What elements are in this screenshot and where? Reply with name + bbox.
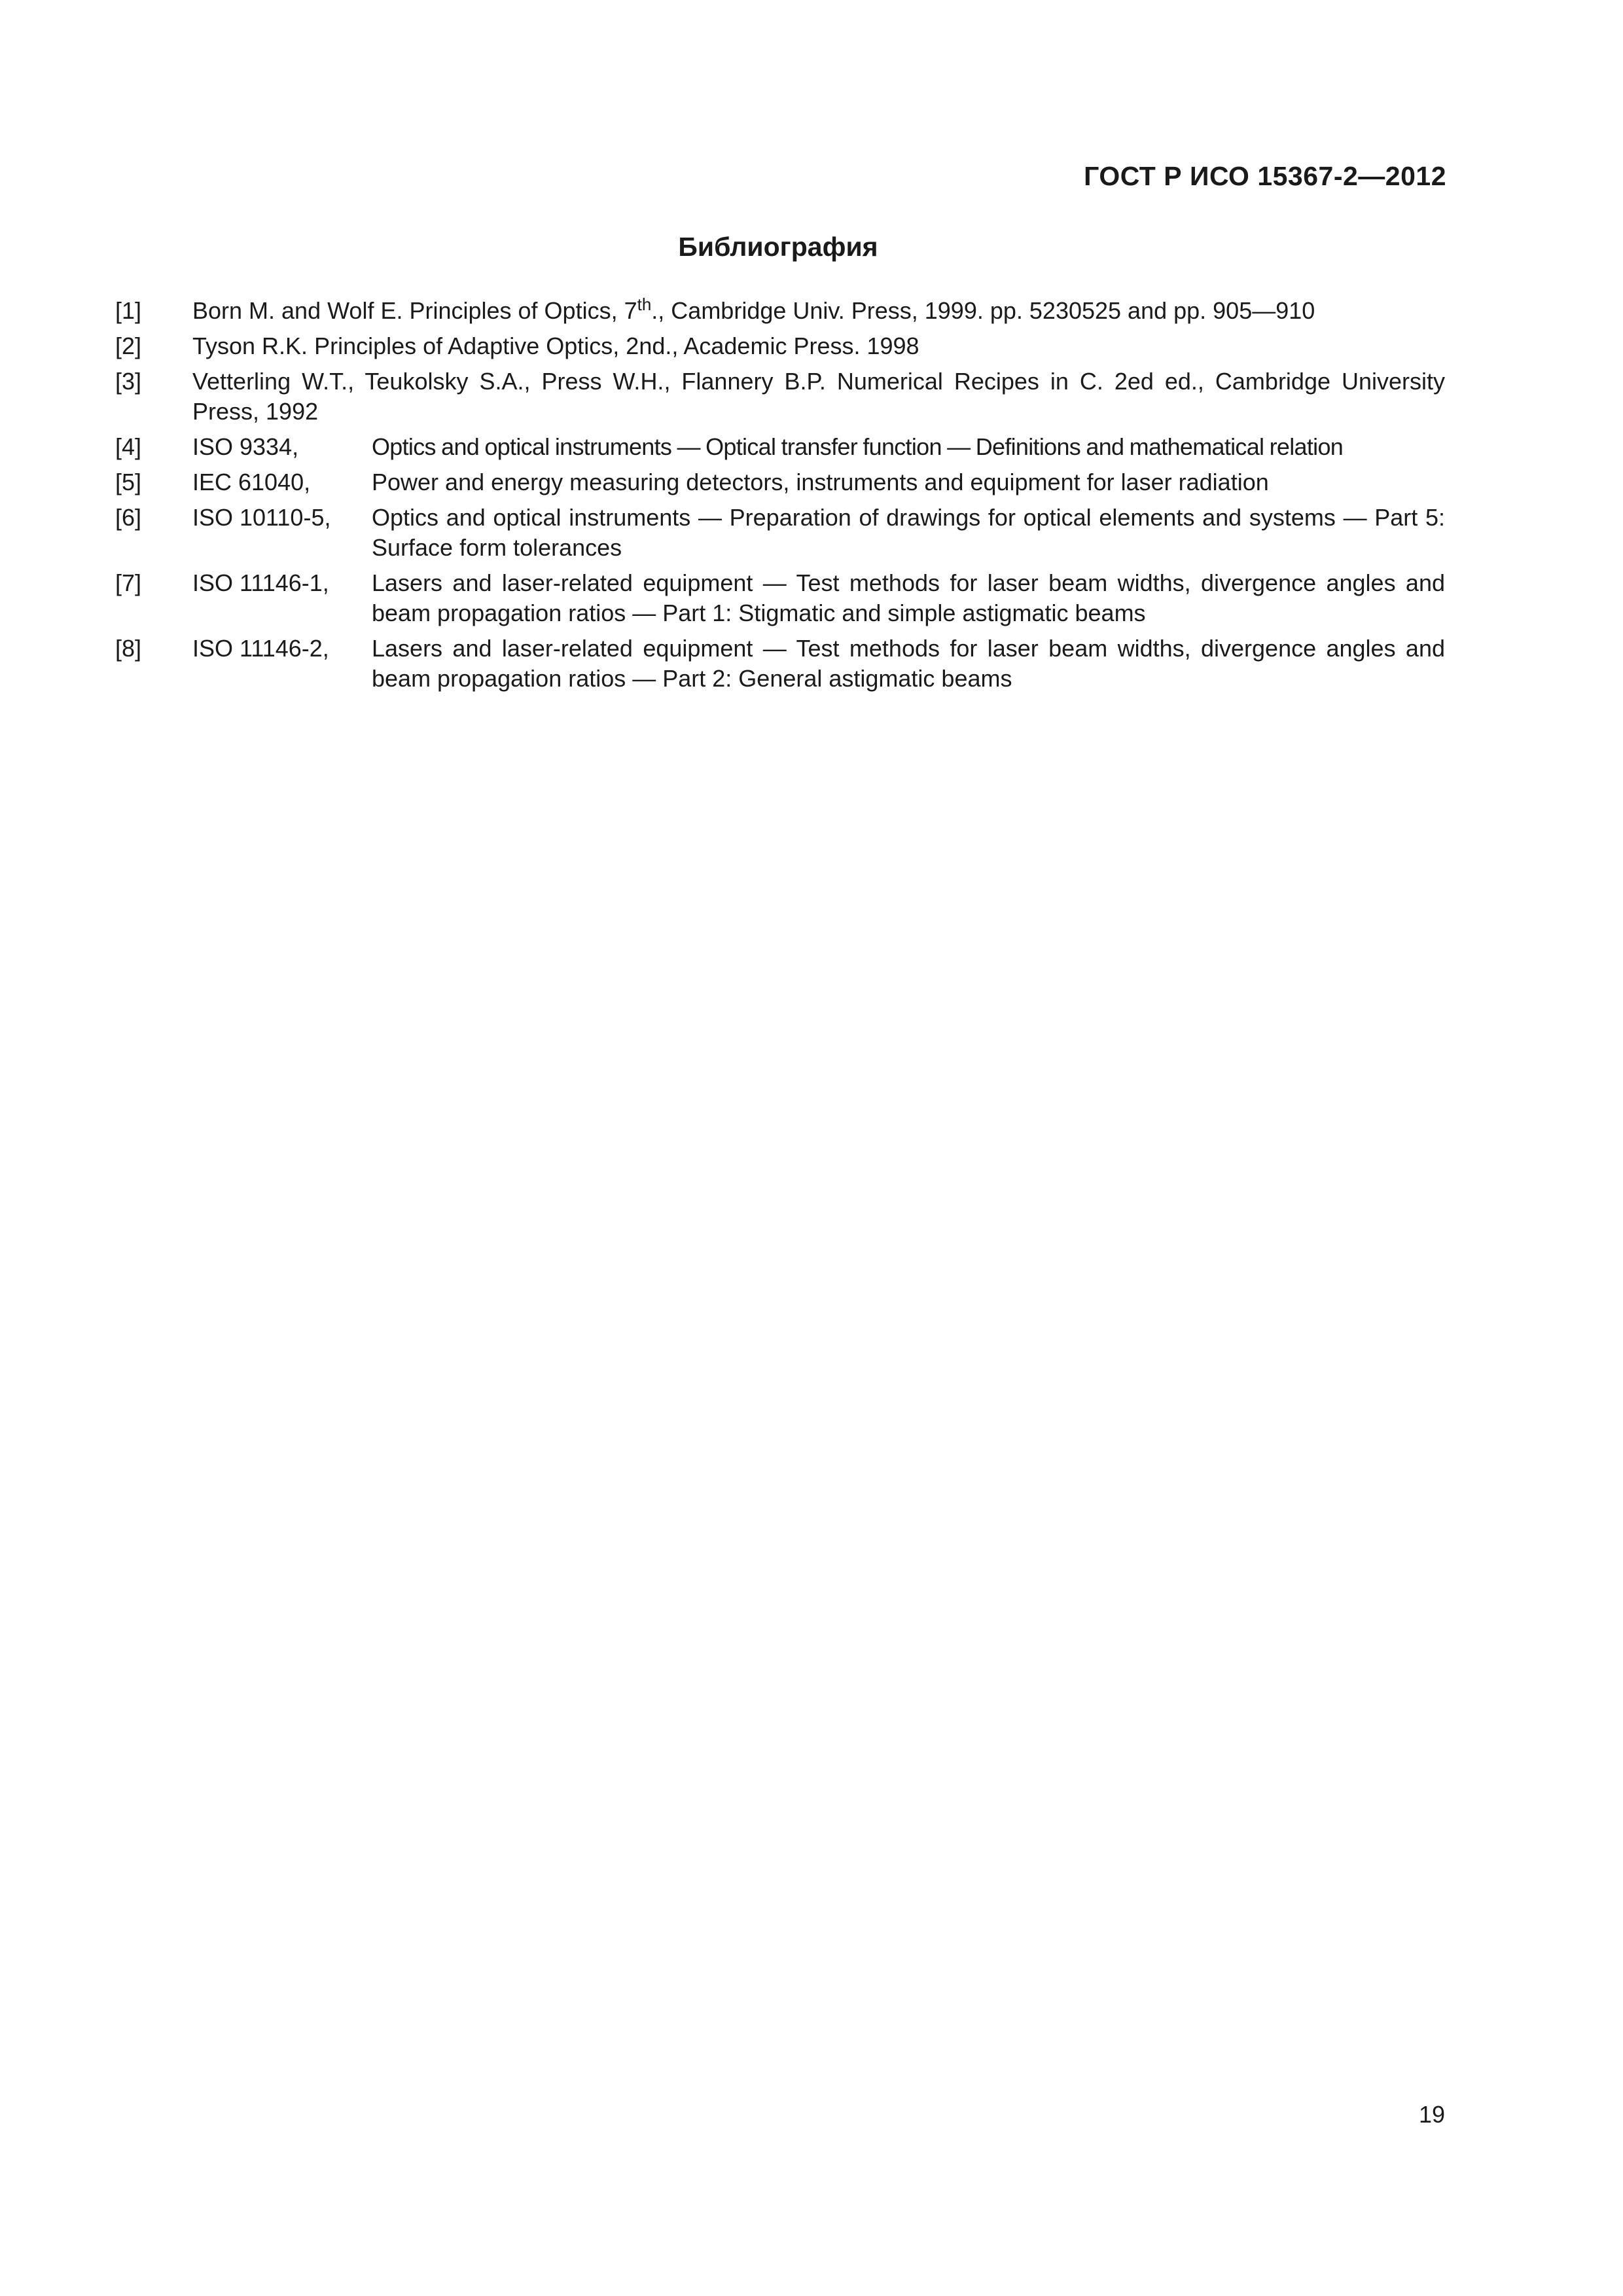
reference-standard-code: ISO 9334, [192, 433, 299, 460]
reference-standard-code: IEC 61040, [192, 469, 311, 495]
reference-number: [5] [115, 469, 142, 495]
reference-list [115, 296, 1445, 699]
reference-item-6 [115, 503, 1445, 563]
reference-number: [7] [115, 569, 142, 596]
reference-number: [1] [115, 297, 142, 324]
reference-standard-code: ISO 10110-5, [192, 504, 331, 531]
page-number: 19 [1418, 2101, 1445, 2128]
reference-text: Tyson R.K. Principles of Adaptive Optics, 2nd., Academic Press. 1998 [192, 332, 919, 359]
reference-standard-code: ISO 11146-1, [192, 569, 329, 596]
reference-number: [3] [115, 368, 142, 395]
reference-item-1 [115, 296, 1445, 326]
reference-item-7 [115, 568, 1445, 628]
bibliography-title: Библиография [678, 232, 878, 262]
reference-standard-code: ISO 11146-2, [192, 635, 329, 662]
reference-text-after: ., Cambridge Univ. Press, 1999. pp. 5230525 and pp. 905—910 [651, 297, 1315, 324]
reference-superscript: th [637, 295, 652, 314]
reference-description: Power and energy measuring detectors, instruments and equipment for laser radiation [372, 469, 1269, 495]
reference-number: [2] [115, 332, 142, 359]
reference-item-8 [115, 634, 1445, 694]
reference-description: Optics and optical instruments — Optical transfer function — Definitions and mathematical relation [372, 433, 1344, 460]
reference-text [192, 296, 1445, 326]
reference-text: Vetterling W.T., Teukolsky S.A., Press W.H., Flannery B.P. Numerical Recipes in C. 2ed ed., Cambridge University Press, 1992 [192, 368, 1445, 425]
reference-description: Optics and optical instruments — Preparation of drawings for optical elements and systems — Part 5: Surface form tolerances [372, 504, 1445, 561]
reference-number: [6] [115, 504, 142, 531]
document-code-header: ГОСТ Р ИСО 15367-2—2012 [1084, 161, 1446, 191]
reference-item-3 [115, 367, 1445, 427]
reference-item-5 [115, 467, 1445, 497]
reference-item-2 [115, 331, 1445, 361]
reference-description: Lasers and laser-related equipment — Test methods for laser beam widths, divergence angles and beam propagation ratios — Part 1: Stigmatic and simple astigmatic beams [372, 569, 1445, 626]
reference-item-4 [115, 432, 1445, 462]
reference-text-before: Born M. and Wolf E. Principles of Optics, 7 [192, 297, 637, 324]
reference-number: [8] [115, 635, 142, 662]
reference-description: Lasers and laser-related equipment — Test methods for laser beam widths, divergence angles and beam propagation ratios — Part 2: General astigmatic beams [372, 635, 1445, 692]
reference-number: [4] [115, 433, 142, 460]
